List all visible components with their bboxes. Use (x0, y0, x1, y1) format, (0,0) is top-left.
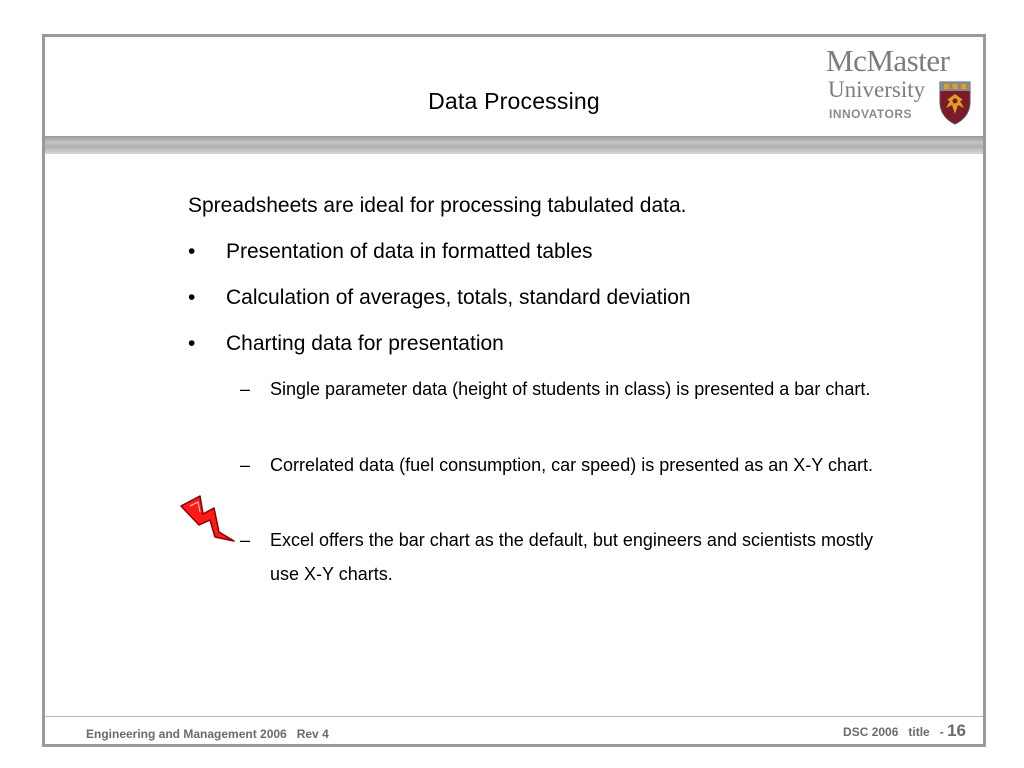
bullet-text: Charting data for presentation (226, 332, 504, 355)
sub-bullet-text: Single parameter data (height of students in class) is presented a bar chart. (270, 379, 871, 399)
bullet-text: Calculation of averages, totals, standard deviation (226, 286, 691, 309)
footer-page-prefix: DSC 2006 title - (843, 725, 948, 739)
slide-title: Data Processing (428, 88, 600, 114)
logo-name: McMaster (826, 43, 950, 78)
footer-page (843, 721, 966, 741)
logo-tagline: INNOVATORS (829, 107, 913, 121)
lightning-bolt-icon (178, 494, 236, 554)
bullet-text: Presentation of data in formatted tables (226, 240, 593, 263)
logo-university: University (828, 77, 926, 102)
sub-bullet-text: Correlated data (fuel consumption, car speed) is presented as an X-Y chart. (270, 455, 873, 475)
sub-bullet-marker: – (240, 455, 251, 475)
bullet-marker: • (188, 240, 196, 263)
page-number: 16 (947, 721, 966, 740)
mcmaster-logo (826, 44, 976, 128)
crest-icon (938, 80, 972, 126)
header-band (45, 136, 983, 154)
intro-text: Spreadsheets are ideal for processing tabulated data. (188, 194, 687, 217)
bullet-marker: • (188, 332, 196, 355)
bullet-marker: • (188, 286, 196, 309)
sub-bullet-text: Excel offers the bar chart as the default, but engineers and scientists mostly use X-Y charts. (270, 530, 873, 584)
sub-bullet-marker: – (240, 379, 251, 399)
footer-course: Engineering and Management 2006 Rev 4 (86, 727, 329, 741)
sub-bullet-marker: – (240, 530, 251, 550)
footer-divider (45, 716, 983, 717)
